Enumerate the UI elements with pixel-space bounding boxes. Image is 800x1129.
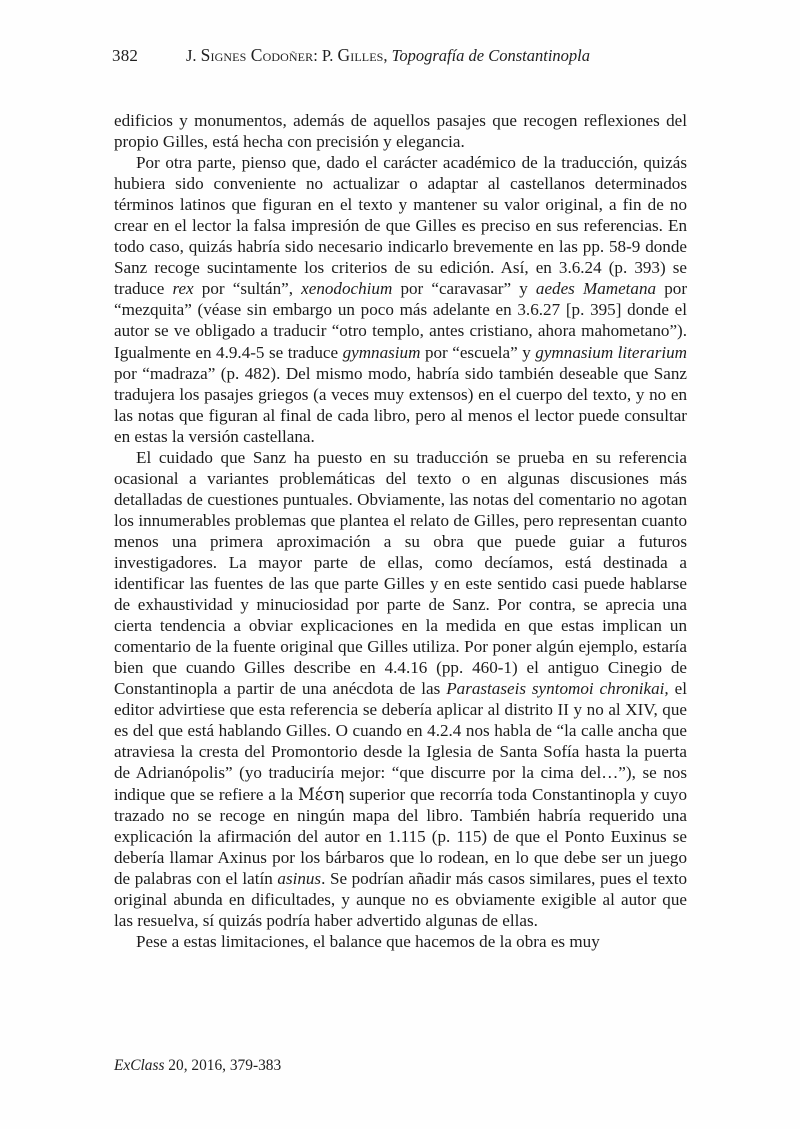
italic-term: rex <box>172 279 194 299</box>
footer-volume-year-pages: 20, 2016, 379-383 <box>164 1057 282 1074</box>
text-run: Por otra parte, pienso que, dado el carácter académico de la traducción, quizás hubiera sido conveniente no actualizar o adaptar al castellanos determinados términos latinos que figuran en el texto y mantener su valor original, a fin de no crear en el lector la falsa impresión de que Gilles es preciso en sus referencias. En todo caso, quizás habría sido necesario indicarlo brevemente en las pp. 58-9 donde Sanz recoge sucintamente los criterios de su edición. Así, en 3.6.24 (p. 393) se traduce <box>114 153 687 299</box>
work-title: Topografía de Constantinopla <box>391 46 591 65</box>
running-head-comma: , <box>383 46 392 65</box>
italic-term: Parastaseis syntomoi chronikai, <box>446 679 669 699</box>
paragraph <box>114 110 687 152</box>
paragraph <box>114 152 687 447</box>
text-run: por “madraza” (p. 482). Del mismo modo, habría sido también deseable que Sanz tradujera los pasajes griegos (a veces muy extensos) en el cuerpo del texto, y no en las notas que figuran al final de cada libro, pero al menos el lector puede consultar en estas la versión castellana. <box>114 363 687 446</box>
text-run: El cuidado que Sanz ha puesto en su traducción se prueba en su referencia ocasional a variantes problemáticas del texto o en algunas discusiones más detalladas de cuestiones puntuales. Obviamente, las notas del comentario no agotan los innumerables problemas que plantea el relato de Gilles, pero representan cuanto menos una primera aproximación a su obra que puede guiar a futuros investigadores. La mayor parte de ellas, como decíamos, está destinada a identificar las fuentes de las que parte Gilles y en este sentido casi puede hablarse de exhaustividad y minuciosidad por parte de Sanz. Por contra, se aprecia una cierta tendencia a obviar explicaciones en la medida en que estas implican un comentario de la fuente original que Gilles utiliza. Por poner algún ejemplo, estaría bien que cuando Gilles describe en 4.4.16 (pp. 460-1) el antiguo Cinegio de Constantinopla a partir de una anécdota de las <box>114 447 687 699</box>
greek-term: Μέση <box>298 784 345 804</box>
paragraph <box>114 931 687 952</box>
page-number: 382 <box>112 46 139 65</box>
running-head <box>112 42 688 68</box>
text-run: el editor advirtiese que esta referencia se debería aplicar al distrito II y no al XIV, que es del que está hablando Gilles. O cuando en 4.2.4 nos habla de “la calle ancha que atraviesa la cresta del Promontorio desde la Iglesia de Santa Sofía hasta la puerta de Adrianópolis” (yo traduciría mejor: “que discurre por la cima del…”), se nos indique que se refiere a la <box>114 679 687 804</box>
text-run: por “caravasar” y <box>392 279 536 299</box>
footer-citation <box>114 1057 281 1075</box>
text-run: por “sultán”, <box>193 279 302 299</box>
italic-term: gymnasium literarium <box>535 342 688 362</box>
text-run: por “mezquita” (véase sin embargo un poco más adelante en 3.6.27 [p. 395] donde el autor se ve obligado a traducir “otro templo, antes cristiano, ahora mahometano”). Igualmente en 4.9.4-5 se traduce <box>114 279 688 362</box>
text-run: edificios y monumentos, además de aquellos pasajes que recogen reflexiones del propio Gilles, está hecha con precisión y elegancia. <box>114 111 687 152</box>
author-initial-j: J. <box>186 46 201 65</box>
author-surname-signes-codoner: Signes Codoñer <box>200 45 314 65</box>
text-run: . Se podrían añadir más casos similares, pues el texto original abunda en dificultades, y aunque no es obviamente exigible al autor que las resuelva, sí quizás podría haber advertido algunas de ellas. <box>114 868 687 930</box>
journal-name: ExClass <box>114 1057 165 1074</box>
text-run: por “escuela” y <box>420 342 536 362</box>
paragraph <box>114 447 687 931</box>
italic-term: aedes Mametana <box>535 279 657 299</box>
running-head-title <box>186 42 590 69</box>
author-initial-p: P. <box>321 46 338 65</box>
italic-term: asinus <box>277 868 322 888</box>
text-run: Pese a estas limitaciones, el balance que hacemos de la obra es muy <box>136 931 600 951</box>
text-run: superior que recorría toda Constantinopla y cuyo trazado no se recoge en ningún mapa del libro. También habría requerido una explicación la afirmación del autor en 1.115 (p. 115) de que el Ponto Euxinus se debería llamar Axinus por los bárbaros que lo rodean, en lo que debe ser un juego de palabras con el latín <box>114 784 687 888</box>
author-surname-gilles: Gilles <box>337 45 384 65</box>
italic-term: gymnasium <box>342 342 421 362</box>
body-text <box>114 110 687 952</box>
italic-term: xenodochium <box>301 279 393 299</box>
running-head-colon: : <box>313 46 322 65</box>
